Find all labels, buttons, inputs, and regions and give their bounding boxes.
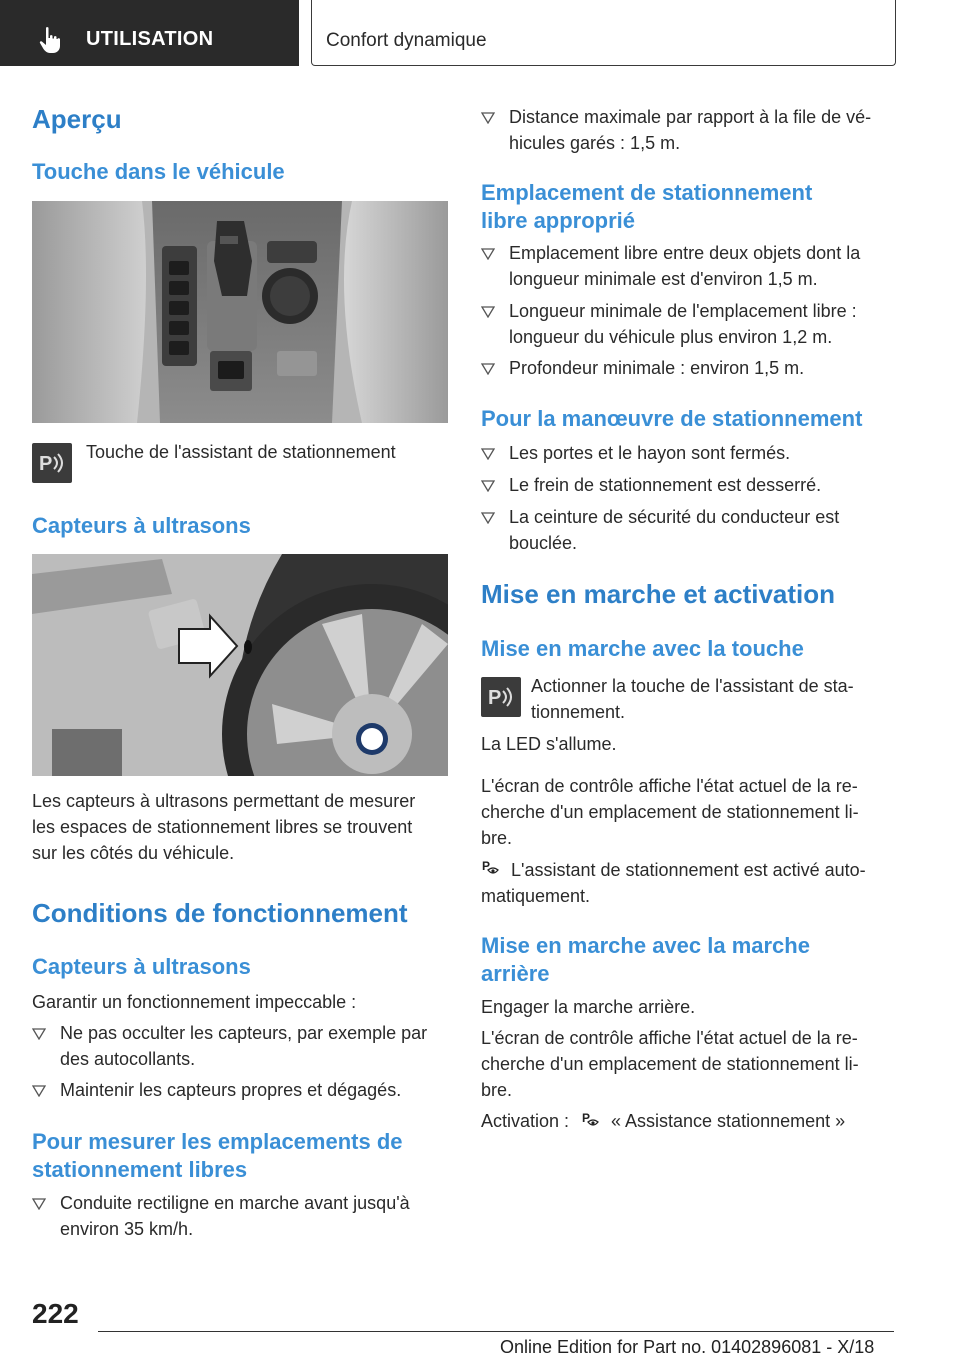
text-line: bre. bbox=[481, 828, 513, 848]
text-line: matiquement. bbox=[481, 886, 591, 906]
text-line: L'écran de contrôle affiche l'état actuel de la re- bbox=[481, 776, 858, 796]
triangle-bullet-icon bbox=[32, 1198, 46, 1210]
triangle-bullet-icon bbox=[481, 363, 495, 375]
triangle-bullet-icon bbox=[481, 512, 495, 524]
list-item-line: Le frein de stationnement est desserré. bbox=[509, 475, 822, 495]
list-item-line: des autocollants. bbox=[60, 1049, 196, 1069]
section-title: UTILISATION bbox=[86, 28, 214, 50]
heading-mise-en-marche: Mise en marche et activation bbox=[481, 579, 836, 609]
heading-line: Mise en marche avec la marche bbox=[481, 933, 810, 958]
page-header bbox=[0, 0, 960, 66]
triangle-bullet-icon bbox=[32, 1085, 46, 1097]
triangle-bullet-icon bbox=[481, 112, 495, 124]
heading-capteurs-2: Capteurs à ultrasons bbox=[32, 954, 251, 979]
svg-text:P: P bbox=[482, 859, 491, 873]
heading-emplacement bbox=[481, 179, 812, 235]
console-photo bbox=[32, 201, 448, 423]
text-line: tionnement. bbox=[531, 702, 626, 722]
parking-assist-button-icon bbox=[481, 677, 521, 717]
button-caption: Touche de l'assistant de stationnement bbox=[86, 442, 396, 462]
triangle-bullet-icon bbox=[481, 448, 495, 460]
list-item-line: bouclée. bbox=[509, 533, 578, 553]
led-text: La LED s'allume. bbox=[481, 734, 617, 754]
text-line: cherche d'un emplacement de stationnement li- bbox=[481, 1054, 859, 1074]
list-item-line: longueur du véhicule plus environ 1,2 m. bbox=[509, 327, 833, 347]
activation-label: Activation : bbox=[481, 1111, 570, 1131]
list-item-line: environ 35 km/h. bbox=[60, 1219, 194, 1239]
list-item bbox=[481, 504, 901, 556]
list-item-line: Les portes et le hayon sont fermés. bbox=[509, 443, 791, 463]
capteurs-line-3: sur les côtés du véhicule. bbox=[32, 843, 235, 863]
footer-divider bbox=[98, 1331, 894, 1332]
heading-apercu: Aperçu bbox=[32, 104, 122, 134]
actionner-text bbox=[531, 673, 901, 725]
capteurs-line-1: Les capteurs à ultrasons permettant de mesurer bbox=[32, 791, 416, 811]
heading-line: libre approprié bbox=[481, 208, 636, 233]
console-illustration bbox=[32, 201, 448, 423]
list-item bbox=[481, 440, 901, 466]
text-line: L'écran de contrôle affiche l'état actuel de la re- bbox=[481, 1028, 858, 1048]
heading-line: arrière bbox=[481, 961, 550, 986]
list-item bbox=[32, 1190, 452, 1242]
list-item bbox=[32, 1077, 452, 1103]
list-item-line: longueur minimale est d'environ 1,5 m. bbox=[509, 269, 818, 289]
triangle-bullet-icon bbox=[32, 1028, 46, 1040]
heading-manoeuvre: Pour la manœuvre de stationnement bbox=[481, 406, 863, 431]
list-item-line: Profondeur minimale : environ 1,5 m. bbox=[509, 358, 805, 378]
hand-pointer-icon bbox=[38, 26, 62, 54]
garantir-text: Garantir un fonctionnement impeccable : bbox=[32, 992, 357, 1012]
capteurs-line-2: les espaces de stationnement libres se trouvent bbox=[32, 817, 413, 837]
text-line: bre. bbox=[481, 1080, 513, 1100]
list-item-line: Emplacement libre entre deux objets dont la bbox=[509, 243, 861, 263]
list-item bbox=[32, 1020, 452, 1072]
parking-assist-menu-icon bbox=[581, 1110, 601, 1130]
list-item bbox=[481, 104, 901, 156]
heading-line: Pour mesurer les emplacements de bbox=[32, 1129, 403, 1154]
list-item-line: Longueur minimale de l'emplacement libre : bbox=[509, 301, 857, 321]
wheel-illustration bbox=[32, 554, 448, 776]
activation-value: « Assistance stationnement » bbox=[611, 1111, 846, 1131]
list-item-line: Maintenir les capteurs propres et dégagés. bbox=[60, 1080, 402, 1100]
capteurs-description bbox=[32, 788, 452, 866]
topic-tab bbox=[311, 0, 896, 66]
triangle-bullet-icon bbox=[481, 480, 495, 492]
list-item bbox=[481, 472, 901, 498]
triangle-bullet-icon bbox=[481, 306, 495, 318]
list-item bbox=[481, 240, 901, 292]
heading-mesurer bbox=[32, 1128, 403, 1184]
ecran-text-2 bbox=[481, 1025, 901, 1103]
text-line: Actionner la touche de l'assistant de sta- bbox=[531, 676, 854, 696]
list-item-line: Conduite rectiligne en marche avant jusqu'à bbox=[60, 1193, 410, 1213]
list-item-line: Ne pas occulter les capteurs, par exemple par bbox=[60, 1023, 428, 1043]
text-line: cherche d'un emplacement de stationnement li- bbox=[481, 802, 859, 822]
heading-line: Emplacement de stationnement bbox=[481, 180, 813, 205]
edition-text: Online Edition for Part no. 01402896081 - X/18 bbox=[500, 1337, 875, 1357]
section-tab bbox=[0, 0, 299, 66]
topic-title: Confort dynamique bbox=[326, 30, 487, 51]
heading-marche-arriere bbox=[481, 932, 810, 988]
wheel-sensor-photo bbox=[32, 554, 448, 776]
triangle-bullet-icon bbox=[481, 248, 495, 260]
heading-line: stationnement libres bbox=[32, 1157, 248, 1182]
heading-conditions: Conditions de fonctionnement bbox=[32, 898, 408, 928]
engager-text: Engager la marche arrière. bbox=[481, 997, 696, 1017]
ecran-text-1 bbox=[481, 773, 901, 851]
heading-touche: Mise en marche avec la touche bbox=[481, 636, 804, 661]
list-item bbox=[481, 298, 901, 350]
list-item-line: hicules garés : 1,5 m. bbox=[509, 133, 681, 153]
list-item-line: Distance maximale par rapport à la file de vé- bbox=[509, 107, 872, 127]
svg-text:P: P bbox=[488, 687, 502, 709]
heading-touche-vehicule: Touche dans le véhicule bbox=[32, 159, 285, 184]
assistant-active-text bbox=[481, 857, 901, 909]
list-item bbox=[481, 355, 901, 381]
page-number: 222 bbox=[32, 1298, 79, 1329]
heading-capteurs: Capteurs à ultrasons bbox=[32, 513, 251, 538]
text-line: L'assistant de stationnement est activé auto- bbox=[511, 860, 866, 880]
svg-text:P: P bbox=[39, 453, 53, 475]
parking-assist-button-icon bbox=[32, 443, 72, 483]
list-item-line: La ceinture de sécurité du conducteur est bbox=[509, 507, 840, 527]
svg-text:P: P bbox=[582, 1111, 591, 1125]
